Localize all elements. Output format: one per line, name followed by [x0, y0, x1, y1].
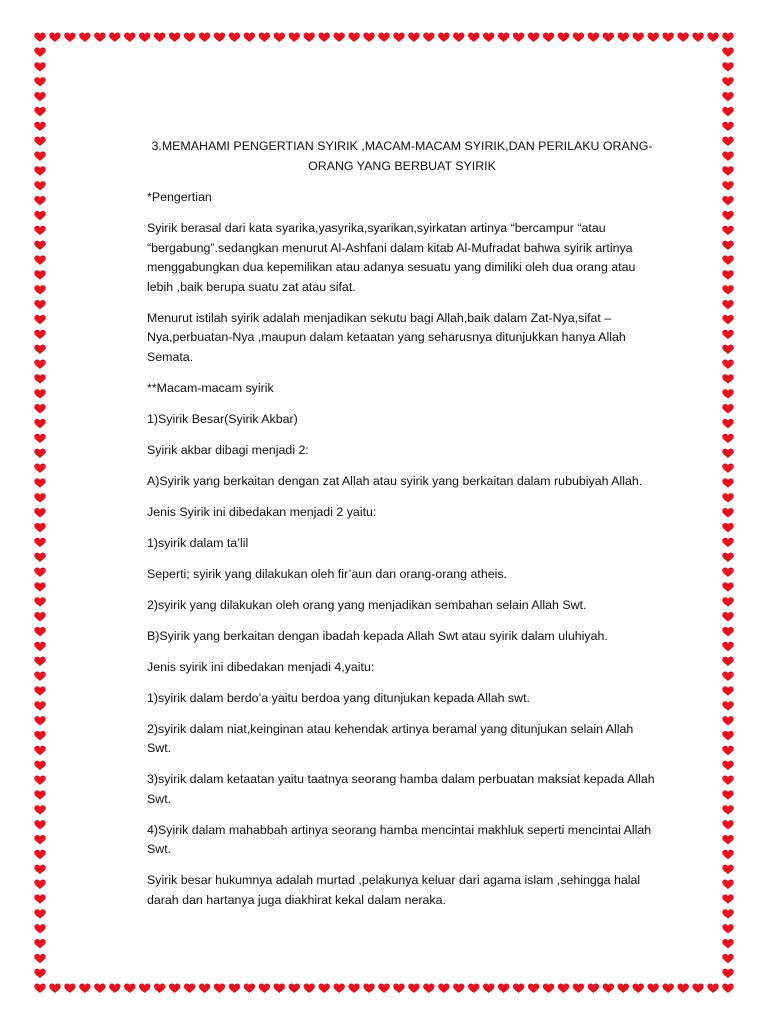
- heart-icon: [34, 686, 45, 696]
- heart-icon: [722, 805, 733, 815]
- heart-icon: [722, 538, 733, 548]
- heart-icon: [722, 241, 733, 251]
- heart-icon: [184, 33, 195, 43]
- heart-icon: [722, 939, 733, 949]
- heart-icon: [393, 33, 404, 43]
- heart-icon: [34, 315, 45, 325]
- heart-icon: [558, 33, 569, 43]
- heart-icon: [408, 984, 419, 994]
- heart-icon: [34, 909, 45, 919]
- heart-icon: [34, 389, 45, 399]
- heart-icon: [34, 805, 45, 815]
- paragraph-a-1: 1)syirik dalam ta’lil: [147, 535, 249, 550]
- heart-icon: [34, 701, 45, 711]
- heart-icon: [348, 33, 359, 43]
- heart-icon: [543, 984, 554, 994]
- paragraph-b-2: 2)syirik dalam niat,keinginan atau kehendak artinya beramal yang ditunjukan selain Allah Swt.: [147, 721, 634, 755]
- heart-icon: [34, 776, 45, 786]
- heart-icon: [707, 984, 718, 994]
- paragraph-point-a: A)Syirik yang berkaitan dengan zat Allah atau syirik yang berkaitan dalam rububiyah Allah.: [147, 473, 643, 488]
- heart-icon: [558, 984, 569, 994]
- heart-icon: [722, 404, 733, 414]
- heart-icon: [722, 419, 733, 429]
- heart-icon: [722, 553, 733, 563]
- heart-icon: [378, 984, 389, 994]
- heart-icon: [34, 107, 45, 117]
- heart-icon: [408, 33, 419, 43]
- heart-icon: [34, 894, 45, 904]
- heart-icon: [677, 33, 688, 43]
- heart-icon: [722, 761, 733, 771]
- heart-icon: [274, 984, 285, 994]
- heart-icon: [722, 107, 733, 117]
- heart-icon: [722, 835, 733, 845]
- heart-icon: [34, 493, 45, 503]
- heart-icon: [722, 181, 733, 191]
- heart-icon: [34, 122, 45, 131]
- heart-icon: [34, 746, 45, 756]
- heart-icon: [199, 33, 210, 43]
- paragraph-heading-macam: **Macam-macam syirik: [147, 380, 274, 395]
- heart-icon: [124, 984, 135, 994]
- heart-icon: [49, 984, 60, 994]
- heart-icon: [588, 984, 599, 994]
- heart-icon: [34, 731, 45, 741]
- heart-icon: [34, 211, 45, 221]
- paragraph-point-b: B)Syirik yang berkaitan dengan ibadah kepada Allah Swt atau syirik dalam uluhiyah.: [147, 628, 608, 643]
- heart-icon: [333, 984, 344, 994]
- heart-icon: [722, 151, 733, 161]
- heart-icon: [722, 92, 733, 102]
- heart-icon: [513, 33, 524, 43]
- heart-icon: [34, 33, 45, 43]
- heart-icon: [34, 137, 45, 147]
- heart-icon: [393, 984, 404, 994]
- heart-icon: [722, 612, 733, 622]
- heart-icon: [109, 33, 120, 43]
- heart-icon: [633, 33, 644, 43]
- heart-icon: [603, 984, 614, 994]
- heart-icon: [34, 226, 45, 236]
- heart-icon: [722, 285, 733, 295]
- heart-icon: [722, 255, 733, 265]
- heart-icon: [34, 300, 45, 310]
- heart-icon: [722, 330, 733, 340]
- heart-icon: [199, 984, 210, 994]
- heart-icon: [34, 761, 45, 771]
- heart-icon: [722, 62, 733, 72]
- heart-icon: [34, 671, 45, 681]
- heart-icon: [453, 984, 464, 994]
- heart-icon: [722, 523, 733, 533]
- heart-icon: [34, 642, 45, 652]
- heart-icon: [34, 553, 45, 563]
- heart-icon: [722, 508, 733, 517]
- heart-icon: [34, 374, 45, 384]
- heart-icon: [662, 33, 673, 43]
- paragraph-b-3: 3)syirik dalam ketaatan yaitu taatnya seorang hamba dalam perbuatan maksiat kepada Allah Swt.: [147, 772, 655, 806]
- heart-icon: [333, 33, 344, 43]
- heart-icon: [64, 33, 75, 43]
- paragraph-b-1: 1)syirik dalam berdo’a yaitu berdoa yang ditunjukan kepada Allah swt.: [147, 690, 530, 705]
- heart-icon: [34, 523, 45, 533]
- heart-icon: [34, 627, 45, 637]
- heart-icon: [34, 419, 45, 429]
- heart-icon: [722, 716, 733, 726]
- heart-icon: [34, 865, 45, 875]
- heart-icon: [34, 62, 45, 72]
- heart-icon: [722, 582, 733, 592]
- heart-icon: [49, 33, 60, 43]
- heart-icon: [498, 33, 509, 43]
- heart-icon: [722, 597, 733, 607]
- heart-icon: [722, 776, 733, 786]
- heart-icon: [214, 33, 225, 43]
- heart-icon: [304, 33, 315, 43]
- heart-icon: [707, 33, 718, 43]
- heart-icon: [573, 984, 584, 994]
- heart-icon: [722, 909, 733, 919]
- heart-icon: [692, 984, 703, 994]
- heart-icon: [139, 33, 150, 43]
- paragraph-etymology: Syirik berasal dari kata syarika,yasyrika,syarikan,syirkatan artinya “bercampur “atau “bergabung”.sedangkan menurut Al-Ashfani dalam kitab Al-Mufradat bahwa syirik artinya menggabungkan dua kepemilikan atau adanya sesuatu yang dimiliki oleh dua orang atau lebih ,baik berupa suatu zat atau sifat.: [147, 221, 636, 294]
- heart-icon: [109, 984, 120, 994]
- heart-icon: [722, 77, 733, 87]
- paragraph-heading-pengertian: *Pengertian: [147, 190, 212, 204]
- heart-icon: [722, 657, 733, 667]
- heart-icon: [618, 984, 629, 994]
- heart-icon: [34, 359, 45, 369]
- heart-icon: [289, 984, 300, 994]
- heart-icon: [603, 33, 614, 43]
- paragraph-b-4: 4)Syirik dalam mahabbah artinya seorang hamba mencintai makhluk seperti mencintai Allah Swt.: [147, 822, 652, 856]
- heart-icon: [588, 33, 599, 43]
- paragraph-a-2: 2)syirik yang dilakukan oleh orang yang menjadikan sembahan selain Allah Swt.: [147, 597, 587, 612]
- heart-icon: [453, 33, 464, 43]
- heart-icon: [318, 984, 329, 994]
- heart-icon: [94, 33, 105, 43]
- heart-icon: [722, 434, 733, 444]
- heart-icon: [214, 984, 225, 994]
- heart-icon: [722, 642, 733, 652]
- heart-icon: [378, 33, 389, 43]
- heart-icon: [722, 567, 733, 577]
- heart-icon: [722, 671, 733, 681]
- heart-icon: [229, 984, 240, 994]
- heart-icon: [722, 463, 733, 473]
- heart-icon: [154, 33, 165, 43]
- heart-icon: [34, 478, 45, 488]
- heart-icon: [34, 924, 45, 934]
- heart-icon: [722, 820, 733, 830]
- heart-icon: [79, 33, 90, 43]
- heart-icon: [498, 984, 509, 994]
- heart-icon: [722, 746, 733, 756]
- heart-icon: [618, 33, 629, 43]
- heart-icon: [722, 880, 733, 890]
- heart-icon: [423, 984, 434, 994]
- heart-icon: [483, 33, 494, 43]
- heart-icon: [34, 508, 45, 517]
- heart-icon: [722, 211, 733, 221]
- heart-icon: [34, 345, 45, 355]
- heart-icon: [722, 196, 733, 206]
- heart-icon: [722, 984, 733, 994]
- heart-icon: [34, 285, 45, 295]
- paragraph-syirik-besar: 1)Syirik Besar(Syirik Akbar): [147, 411, 298, 426]
- heart-icon: [34, 612, 45, 622]
- heart-icon: [662, 984, 673, 994]
- heart-icon: [528, 984, 539, 994]
- heart-icon: [648, 33, 659, 43]
- heart-icon: [722, 166, 733, 176]
- heart-icon: [722, 315, 733, 325]
- heart-icon: [229, 33, 240, 43]
- heart-icon: [34, 716, 45, 726]
- heart-icon: [34, 77, 45, 87]
- heart-icon: [34, 449, 45, 459]
- heart-icon: [34, 597, 45, 607]
- heart-icon: [722, 894, 733, 904]
- paragraph-jenis-2: Jenis Syirik ini dibedakan menjadi 2 yaitu:: [147, 504, 377, 519]
- heart-icon: [543, 33, 554, 43]
- heart-icon: [573, 33, 584, 43]
- heart-icon: [34, 196, 45, 206]
- heart-icon: [64, 984, 75, 994]
- heart-icon: [34, 850, 45, 860]
- heart-icon: [318, 33, 329, 43]
- heart-icon: [722, 865, 733, 875]
- heart-icon: [34, 984, 45, 994]
- heart-icon: [34, 969, 45, 979]
- heart-icon: [468, 33, 479, 43]
- heart-icon: [722, 478, 733, 488]
- heart-icon: [722, 226, 733, 236]
- heart-icon: [154, 984, 165, 994]
- heart-icon: [722, 686, 733, 696]
- heart-icon: [722, 924, 733, 934]
- heart-icon: [722, 850, 733, 860]
- heart-icon: [34, 954, 45, 964]
- heart-icon: [244, 984, 255, 994]
- heart-icon: [34, 880, 45, 890]
- heart-icon: [94, 984, 105, 994]
- heart-icon: [34, 434, 45, 444]
- heart-icon: [289, 33, 300, 43]
- heart-icon: [483, 984, 494, 994]
- heart-icon: [722, 790, 733, 800]
- heart-icon: [34, 255, 45, 265]
- heart-icon: [722, 969, 733, 979]
- heart-icon: [528, 33, 539, 43]
- heart-icon: [348, 984, 359, 994]
- heart-icon: [513, 984, 524, 994]
- paragraph-ruling: Syirik besar hukumnya adalah murtad ,pelakunya keluar dari agama islam ,sehingga halal darah dan hartanya juga diakhirat kekal dalam neraka.: [147, 873, 641, 907]
- heart-icon: [34, 166, 45, 176]
- heart-icon: [139, 984, 150, 994]
- heart-icon: [259, 33, 270, 43]
- heart-icon: [184, 984, 195, 994]
- heart-icon: [34, 241, 45, 251]
- heart-icon: [722, 389, 733, 399]
- heart-icon: [468, 984, 479, 994]
- heart-icon: [34, 790, 45, 800]
- heart-icon: [169, 984, 180, 994]
- heart-icon: [722, 345, 733, 355]
- heart-icon: [34, 270, 45, 280]
- heart-icon: [34, 820, 45, 830]
- heart-icon: [722, 701, 733, 711]
- heart-icon: [677, 984, 688, 994]
- heart-icon: [274, 33, 285, 43]
- heart-icon: [692, 33, 703, 43]
- heart-icon: [423, 33, 434, 43]
- heart-icon: [259, 984, 270, 994]
- heart-icon: [34, 567, 45, 577]
- heart-icon: [34, 181, 45, 191]
- heart-icon: [722, 954, 733, 964]
- heart-icon: [34, 538, 45, 548]
- heart-icon: [79, 984, 90, 994]
- heart-icon: [34, 657, 45, 667]
- heart-icon: [363, 33, 374, 43]
- heart-icon: [633, 984, 644, 994]
- heart-icon: [648, 984, 659, 994]
- heart-icon: [722, 359, 733, 369]
- heart-icon: [34, 92, 45, 102]
- heart-icon: [722, 449, 733, 459]
- heart-icon: [722, 731, 733, 741]
- paragraph-example: Seperti; syirik yang dilakukan oleh fir’aun dan orang-orang atheis.: [147, 566, 508, 581]
- heart-icon: [438, 33, 449, 43]
- heart-icon: [244, 33, 255, 43]
- heart-icon: [34, 404, 45, 414]
- heart-icon: [34, 151, 45, 161]
- heart-icon: [722, 33, 733, 43]
- heart-icon: [34, 582, 45, 592]
- paragraph-akbar-divided: Syirik akbar dibagi menjadi 2:: [147, 442, 309, 457]
- heart-icon: [722, 493, 733, 503]
- heart-icon: [304, 984, 315, 994]
- heart-icon: [363, 984, 374, 994]
- heart-icon: [722, 122, 733, 131]
- document-title: 3.MEMAHAMI PENGERTIAN SYIRIK ,MACAM-MACAM SYIRIK,DAN PERILAKU ORANG-ORANG YANG BERBUAT SYIRIK: [151, 139, 653, 173]
- document-body: [147, 137, 657, 922]
- heart-icon: [722, 627, 733, 637]
- heart-icon: [722, 300, 733, 310]
- heart-icon: [34, 47, 45, 57]
- heart-icon: [34, 835, 45, 845]
- heart-icon: [722, 270, 733, 280]
- heart-icon: [124, 33, 135, 43]
- heart-icon: [34, 330, 45, 340]
- heart-icon: [722, 137, 733, 147]
- heart-icon: [722, 374, 733, 384]
- heart-icon: [438, 984, 449, 994]
- heart-icon: [34, 463, 45, 473]
- paragraph-jenis-4: Jenis syirik ini dibedakan menjadi 4,yaitu:: [147, 659, 375, 674]
- paragraph-terminology: Menurut istilah syirik adalah menjadikan sekutu bagi Allah,baik dalam Zat-Nya,sifat –Nya,perbuatan-Nya ,maupun dalam ketaatan yang seharusnya ditunjukkan hanya Allah Semata.: [147, 310, 626, 364]
- heart-icon: [169, 33, 180, 43]
- heart-icon: [34, 939, 45, 949]
- heart-icon: [722, 47, 733, 57]
